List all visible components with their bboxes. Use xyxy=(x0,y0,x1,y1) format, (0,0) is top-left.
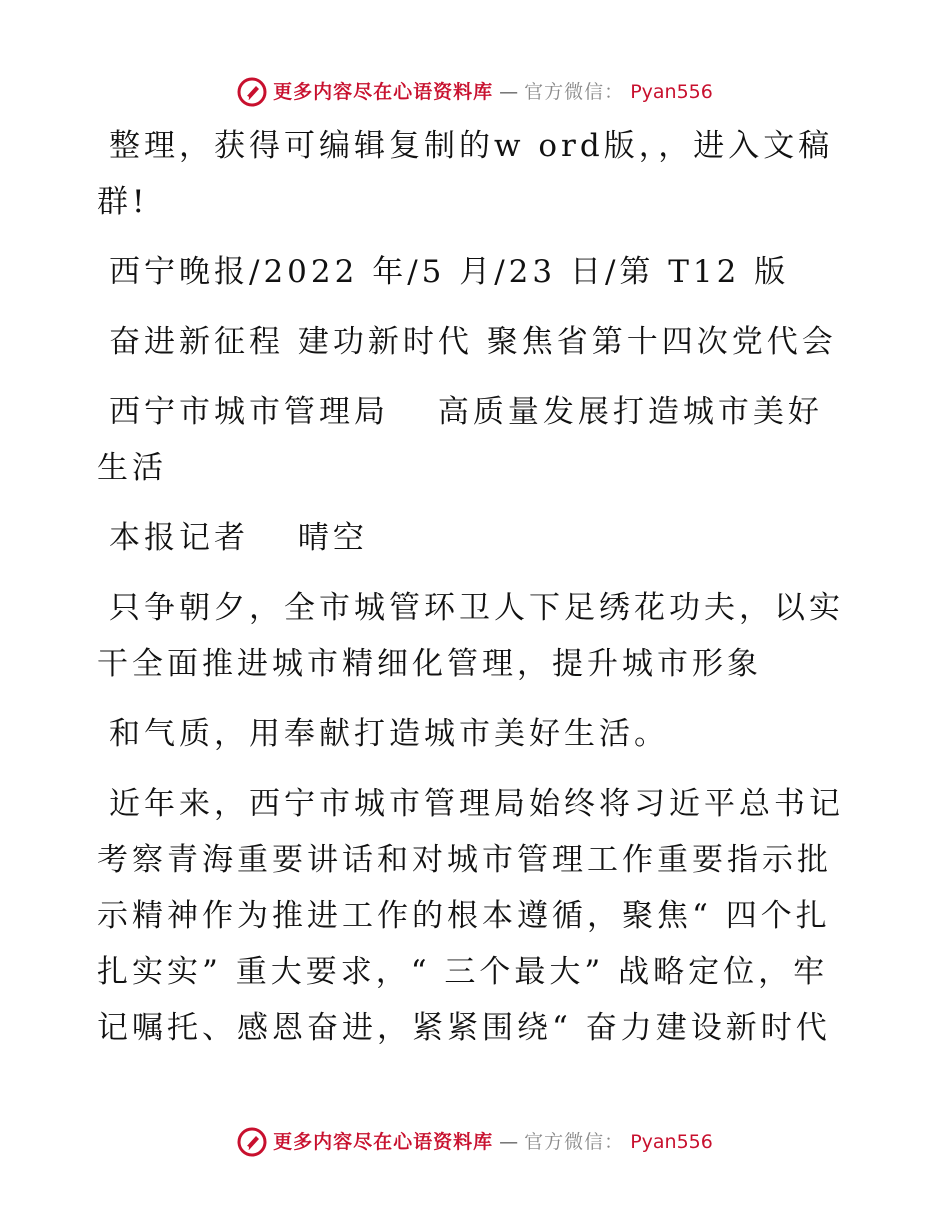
paragraph-lead-cont: 和气质，用奉献打造城市美好生活。 xyxy=(109,716,669,752)
watermark-dash: — xyxy=(499,81,519,103)
watermark-sub-text: 官方微信： xyxy=(524,81,625,103)
header-watermark xyxy=(0,77,950,107)
footer-watermark xyxy=(0,1127,950,1157)
watermark-main-text: 更多内容尽在心语资料库 xyxy=(273,1131,494,1153)
watermark-dash: — xyxy=(499,1131,519,1153)
watermark-wechat-id: Pyan556 xyxy=(630,1131,713,1153)
brand-logo-icon xyxy=(237,77,267,107)
paragraph-headline: 西宁市城市管理局 高质量发展打造城市美好生活 xyxy=(97,394,823,486)
paragraph-body: 近年来，西宁市城市管理局始终将习近平总书记考察青海重要讲话和对城市管理工作重要指示批示精神作为推进工作的根本遵循，聚焦“ 四个扎扎实实” 重大要求，“ 三个最大” 战略定位，牢记嘱托、感恩奋进，紧紧围绕“ 奋力建设新时代 xyxy=(97,786,844,1046)
paragraph-intro: 整理，获得可编辑复制的w ord版，，进入文稿群! xyxy=(97,128,834,220)
paragraph-source: 西宁晚报/2022 年/5 月/23 日/第 T12 版 xyxy=(109,254,790,290)
paragraph-column-title: 奋进新征程 建功新时代 聚焦省第十四次党代会 xyxy=(109,324,837,360)
document-body xyxy=(97,118,857,1070)
watermark-main-text: 更多内容尽在心语资料库 xyxy=(273,81,494,103)
brand-logo-icon xyxy=(237,1127,267,1157)
watermark-wechat-id: Pyan556 xyxy=(630,81,713,103)
watermark-sub-text: 官方微信： xyxy=(524,1131,625,1153)
paragraph-lead: 只争朝夕，全市城管环卫人下足绣花功夫，以实干全面推进城市精细化管理，提升城市形象 xyxy=(97,590,844,682)
paragraph-byline: 本报记者 晴空 xyxy=(109,520,368,556)
